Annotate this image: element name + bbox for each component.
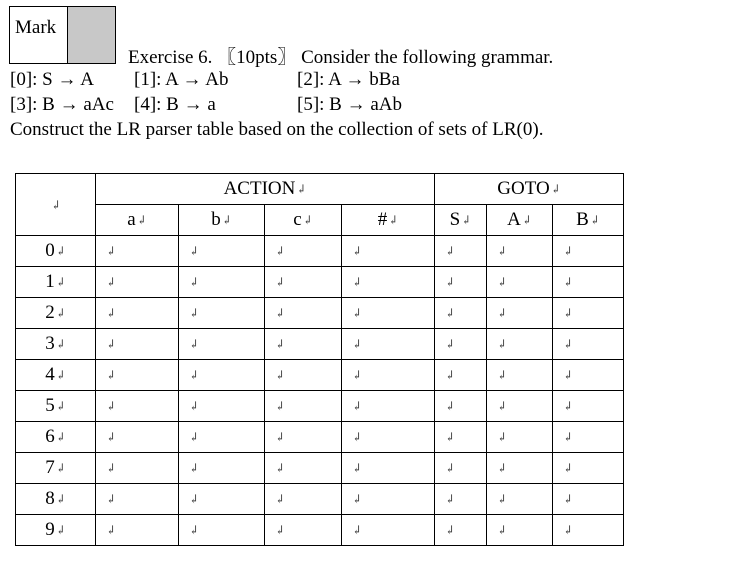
goto-column-header: A↲ [487, 205, 553, 236]
action-cell[interactable]: ↲ [265, 515, 342, 546]
state-label: 7↲ [16, 453, 96, 484]
goto-cell[interactable]: ↲ [487, 267, 553, 298]
action-cell[interactable]: ↲ [179, 453, 265, 484]
goto-cell[interactable]: ↲ [553, 298, 624, 329]
goto-cell[interactable]: ↲ [553, 484, 624, 515]
table-row [16, 236, 624, 267]
state-label: 6↲ [16, 422, 96, 453]
goto-cell[interactable]: ↲ [487, 391, 553, 422]
action-cell[interactable]: ↲ [342, 391, 435, 422]
state-label: 0↲ [16, 236, 96, 267]
goto-cell[interactable]: ↲ [553, 391, 624, 422]
goto-cell[interactable]: ↲ [435, 267, 487, 298]
state-label: 9↲ [16, 515, 96, 546]
goto-cell[interactable]: ↲ [487, 236, 553, 267]
action-cell[interactable]: ↲ [342, 453, 435, 484]
action-cell[interactable]: ↲ [179, 360, 265, 391]
goto-cell[interactable]: ↲ [487, 515, 553, 546]
table-row [16, 453, 624, 484]
action-cell[interactable]: ↲ [265, 236, 342, 267]
goto-cell[interactable]: ↲ [553, 329, 624, 360]
goto-cell[interactable]: ↲ [553, 422, 624, 453]
goto-column-header: B↲ [553, 205, 624, 236]
table-row [16, 298, 624, 329]
grammar-rule-2: [2]: A → bBa [297, 69, 400, 90]
action-cell[interactable]: ↲ [96, 391, 179, 422]
action-cell[interactable]: ↲ [179, 484, 265, 515]
grammar-rule-1: [1]: A → Ab [134, 69, 229, 90]
state-label: 5↲ [16, 391, 96, 422]
action-column-header: a↲ [96, 205, 179, 236]
goto-cell[interactable]: ↲ [553, 453, 624, 484]
goto-cell[interactable]: ↲ [553, 360, 624, 391]
action-cell[interactable]: ↲ [342, 484, 435, 515]
goto-cell[interactable]: ↲ [435, 391, 487, 422]
goto-cell[interactable]: ↲ [487, 484, 553, 515]
action-cell[interactable]: ↲ [96, 360, 179, 391]
action-cell[interactable]: ↲ [265, 391, 342, 422]
action-cell[interactable]: ↲ [265, 329, 342, 360]
goto-cell[interactable]: ↲ [487, 329, 553, 360]
action-cell[interactable]: ↲ [342, 267, 435, 298]
goto-cell[interactable]: ↲ [435, 360, 487, 391]
goto-cell[interactable]: ↲ [435, 298, 487, 329]
grammar-rule-3: [3]: B → aAc [10, 94, 114, 115]
table-row [16, 329, 624, 360]
action-cell[interactable]: ↲ [179, 236, 265, 267]
state-label: 2↲ [16, 298, 96, 329]
mark-box [9, 6, 116, 64]
goto-cell[interactable]: ↲ [553, 515, 624, 546]
action-cell[interactable]: ↲ [96, 298, 179, 329]
action-column-header: #↲ [342, 205, 435, 236]
action-cell[interactable]: ↲ [342, 360, 435, 391]
mark-score-field[interactable] [68, 7, 115, 63]
action-cell[interactable]: ↲ [179, 422, 265, 453]
action-cell[interactable]: ↲ [96, 236, 179, 267]
table-row [16, 360, 624, 391]
action-header: ACTION↲ [96, 174, 435, 205]
action-cell[interactable]: ↲ [96, 267, 179, 298]
table-row [16, 267, 624, 298]
table-row [16, 422, 624, 453]
action-cell[interactable]: ↲ [265, 422, 342, 453]
action-cell[interactable]: ↲ [179, 329, 265, 360]
action-cell[interactable]: ↲ [179, 391, 265, 422]
action-cell[interactable]: ↲ [96, 453, 179, 484]
action-cell[interactable]: ↲ [179, 515, 265, 546]
goto-cell[interactable]: ↲ [487, 422, 553, 453]
goto-column-header: S↲ [435, 205, 487, 236]
action-column-header: b↲ [179, 205, 265, 236]
action-cell[interactable]: ↲ [265, 453, 342, 484]
exercise-title: Exercise 6. 〖10pts〗 Consider the following grammar. [128, 47, 554, 68]
action-cell[interactable]: ↲ [265, 298, 342, 329]
goto-cell[interactable]: ↲ [435, 515, 487, 546]
action-cell[interactable]: ↲ [265, 360, 342, 391]
instruction-text: Construct the LR parser table based on the collection of sets of LR(0). [10, 119, 544, 140]
grammar-rule-4: [4]: B → a [134, 94, 216, 115]
grammar-rule-5: [5]: B → aAb [297, 94, 403, 115]
table-row [16, 484, 624, 515]
table-row [16, 515, 624, 546]
state-label: 1↲ [16, 267, 96, 298]
goto-cell[interactable]: ↲ [435, 236, 487, 267]
table-row [16, 391, 624, 422]
action-cell[interactable]: ↲ [96, 329, 179, 360]
goto-cell[interactable]: ↲ [435, 422, 487, 453]
state-label: 3↲ [16, 329, 96, 360]
action-cell[interactable]: ↲ [265, 267, 342, 298]
action-cell[interactable]: ↲ [342, 298, 435, 329]
action-cell[interactable]: ↲ [342, 515, 435, 546]
action-cell[interactable]: ↲ [342, 236, 435, 267]
state-label: 4↲ [16, 360, 96, 391]
goto-cell[interactable]: ↲ [553, 236, 624, 267]
action-cell[interactable]: ↲ [96, 484, 179, 515]
grammar-rule-0: [0]: S → A [10, 69, 94, 90]
mark-label: Mark [10, 7, 68, 63]
goto-cell[interactable]: ↲ [435, 453, 487, 484]
goto-cell[interactable]: ↲ [553, 267, 624, 298]
goto-cell[interactable]: ↲ [487, 453, 553, 484]
lr-parser-table [15, 173, 624, 546]
action-cell[interactable]: ↲ [265, 484, 342, 515]
goto-cell[interactable]: ↲ [487, 298, 553, 329]
goto-cell[interactable]: ↲ [435, 329, 487, 360]
action-cell[interactable]: ↲ [96, 422, 179, 453]
action-cell[interactable]: ↲ [96, 515, 179, 546]
action-cell[interactable]: ↲ [342, 422, 435, 453]
corner-cell: ↲ [16, 174, 96, 236]
goto-cell[interactable]: ↲ [435, 484, 487, 515]
state-label: 8↲ [16, 484, 96, 515]
goto-cell[interactable]: ↲ [487, 360, 553, 391]
goto-header: GOTO↲ [435, 174, 624, 205]
action-cell[interactable]: ↲ [342, 329, 435, 360]
action-cell[interactable]: ↲ [179, 267, 265, 298]
action-column-header: c↲ [265, 205, 342, 236]
action-cell[interactable]: ↲ [179, 298, 265, 329]
